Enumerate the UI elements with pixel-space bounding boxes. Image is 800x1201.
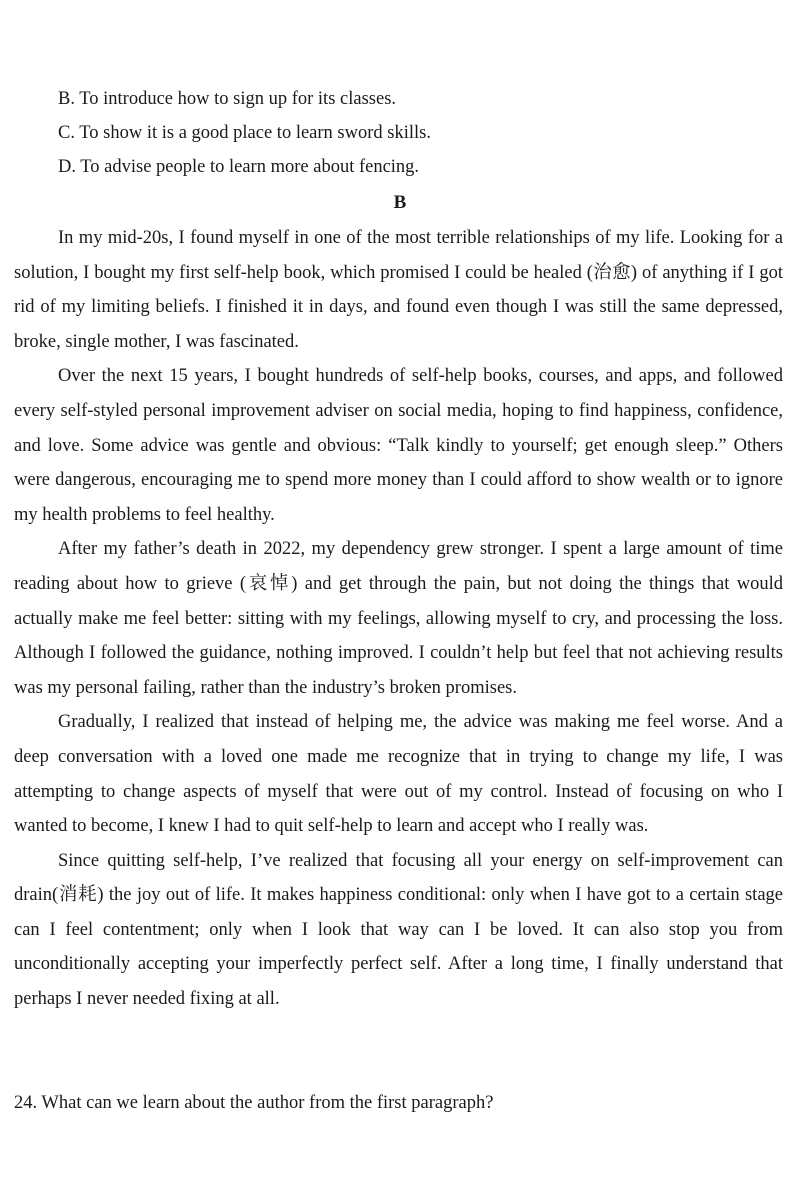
paragraph-1: In my mid-20s, I found myself in one of the most terrible relationships of my life. Looking for a solution, I bought my first self-help book, which promised I could be healed (治愈) of anything if I got rid of my limiting beliefs. I finished it in days, and found even though I was still the same depressed, broke, single mother, I was fascinated. xyxy=(14,228,783,352)
paragraph-2: Over the next 15 years, I bought hundreds of self-help books, courses, and apps, and followed every self-styled personal improvement adviser on social media, hoping to find happiness, confidence, and love. Some advice was gentle and obvious: “Talk kindly to yourself; get enough sleep.” Others were dangerous, encouraging me to spend more money than I could afford to show wealth or to ignore my health problems to feel healthy. xyxy=(14,366,783,525)
option-b: B. To introduce how to sign up for its classes. xyxy=(58,89,397,109)
question-24: 24. What can we learn about the author from the first paragraph? xyxy=(14,1093,494,1113)
section-heading: B xyxy=(393,192,407,213)
paragraph-5: Since quitting self-help, I’ve realized that focusing all your energy on self-improvement can drain(消耗) the joy out of life. It makes happiness conditional: only when I have got to a certain stage can I feel contentment; only when I look that way can I be loved. It can also stop you from unconditionally accepting your imperfectly perfect self. After a long time, I finally understand that perhaps I never needed fixing at all. xyxy=(14,850,783,1010)
paragraph-4: Gradually, I realized that instead of helping me, the advice was making me feel worse. And a deep conversation with a loved one made me recognize that in trying to change my life, I was attempting to change aspects of myself that were out of my control. Instead of focusing on who I wanted to become, I knew I had to quit self-help to learn and accept who I really was. xyxy=(14,712,783,837)
option-d: D. To advise people to learn more about fencing. xyxy=(58,157,420,177)
reading-passage xyxy=(14,221,783,1017)
paragraph-3: After my father’s death in 2022, my dependency grew stronger. I spent a large amount of time reading about how to grieve (哀悼) and get through the pain, but not doing the things that would actually make me feel better: sitting with my feelings, allowing myself to cry, and processing the loss. Although I followed the guidance, nothing improved. I couldn’t help but feel that not achieving results was my personal failing, rather than the industry’s broken promises. xyxy=(14,539,783,698)
option-c: C. To show it is a good place to learn sword skills. xyxy=(58,123,431,143)
answer-options xyxy=(58,82,778,184)
